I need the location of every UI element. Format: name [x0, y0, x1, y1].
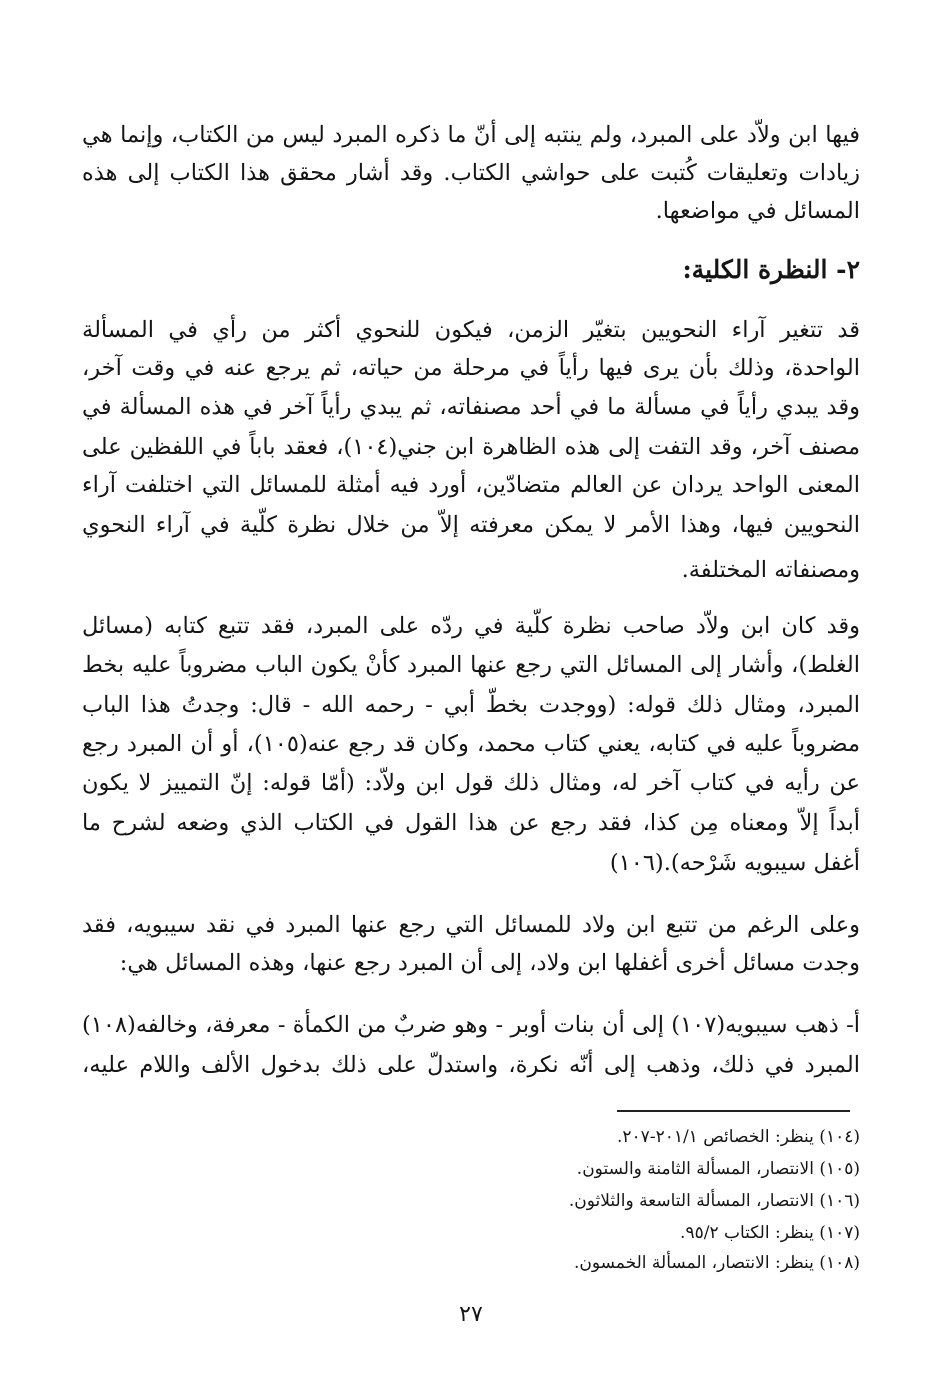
- paragraph-2-line: المعنى الواحد يردان عن العالم متضادّين، أورد فيه أمثلة للمسائل التي اختلفت آراء: [82, 472, 860, 498]
- page-number: ٢٧: [459, 1302, 483, 1327]
- paragraph-3-line: أبداً إلاّ ومعناه مِن كذا، فقد رجع عن هذا القول في الكتاب الذي وضعه لشرح ما: [82, 810, 860, 836]
- paragraph-1-line: فيها ابن ولاّد على المبرد، ولم ينتبه إلى أنّ ما ذكره المبرد ليس من الكتاب، وإنما هي: [82, 122, 860, 148]
- footnote: (١٠٨) ينظر: الانتصار، المسألة الخمسون.: [573, 1253, 860, 1273]
- paragraph-4-line: وجدت مسائل أخرى أغفلها ابن ولاد، إلى أن المبرد رجع عنها، وهذه المسائل هي:: [119, 950, 860, 976]
- paragraph-5-line: أ- ذهب سيبويه(١٠٧) إلى أن بنات أوبر - وهو ضربٌ من الكمأة - معرفة، وخالفه(١٠٨): [82, 1012, 861, 1038]
- paragraph-1-line: زيادات وتعليقات كُتبت على حواشي الكتاب. وقد أشار محقق هذا الكتاب إلى هذه: [82, 160, 860, 186]
- footnote: (١٠٧) ينظر: الكتاب ٩٥/٢.: [680, 1223, 860, 1243]
- paragraph-1-line: المسائل في مواضعها.: [655, 198, 860, 224]
- paragraph-2-line: مصنف آخر، وقد التفت إلى هذه الظاهرة ابن جني(١٠٤)، فعقد باباً في اللفظين على: [82, 434, 860, 460]
- paragraph-2-line: ومصنفاته المختلفة.: [681, 557, 860, 583]
- paragraph-3-line: المبرد، ومثال ذلك قوله: (ووجدت بخطّ أبي - رحمه الله - قال: وجدتُ هذا الباب: [82, 692, 860, 718]
- section-heading: ٢- النظرة الكلية:: [682, 255, 860, 284]
- paragraph-3-line: مضروباً عليه في كتابه، يعني كتاب محمد، وكان قد رجع عنه(١٠٥)، أو أن المبرد رجع: [82, 731, 860, 757]
- paragraph-2-line: النحويين فيها، وهذا الأمر لا يمكن معرفته إلاّ من خلال نظرة كلّية في آراء النحوي: [82, 512, 860, 538]
- footnote-separator: [617, 1110, 850, 1112]
- paragraph-2-line: وقد يبدي رأياً في مسألة ما في أحد مصنفاته، ثم يبدي رأياً آخر في هذه المسألة في: [82, 394, 860, 420]
- paragraph-3-line: الغلط)، وأشار إلى المسائل التي رجع عنها المبرد كأنْ يكون الباب مضروباً عليه بخط: [82, 652, 860, 678]
- footnote: (١٠٥) الانتصار، المسألة الثامنة والستون.: [576, 1159, 860, 1179]
- paragraph-4-line: وعلى الرغم من تتبع ابن ولاد للمسائل التي رجع عنها المبرد في نقد سيبويه، فقد: [82, 912, 860, 938]
- footnote: (١٠٤) ينظر: الخصائص ٢٠١/١-٢٠٧.: [617, 1127, 860, 1147]
- paragraph-3-line: وقد كان ابن ولاّد صاحب نظرة كلّية في ردّه على المبرد، فقد تتبع كتابه (مسائل: [82, 613, 860, 639]
- paragraph-5-line: المبرد في ذلك، وذهب إلى أنّه نكرة، واستدلّ على ذلك بدخول الألف واللام عليه،: [82, 1052, 860, 1078]
- footnote: (١٠٦) الانتصار، المسألة التاسعة والثلاثون.: [568, 1191, 860, 1211]
- paragraph-2-line: الواحدة، وذلك بأن يرى فيها رأياً في مرحلة من حياته، ثم يرجع عنه في وقت آخر،: [82, 355, 860, 381]
- paragraph-3-line: عن رأيه في كتاب آخر له، ومثال ذلك قول ابن ولاّد: (أمّا قوله: إنّ التمييز لا يكون: [82, 770, 860, 796]
- paragraph-2-line: قد تتغير آراء النحويين بتغيّر الزمن، فيكون للنحوي أكثر من رأي في المسألة: [82, 317, 860, 343]
- paragraph-3-line: أغفل سيبويه شَرْحه).(١٠٦): [609, 850, 860, 876]
